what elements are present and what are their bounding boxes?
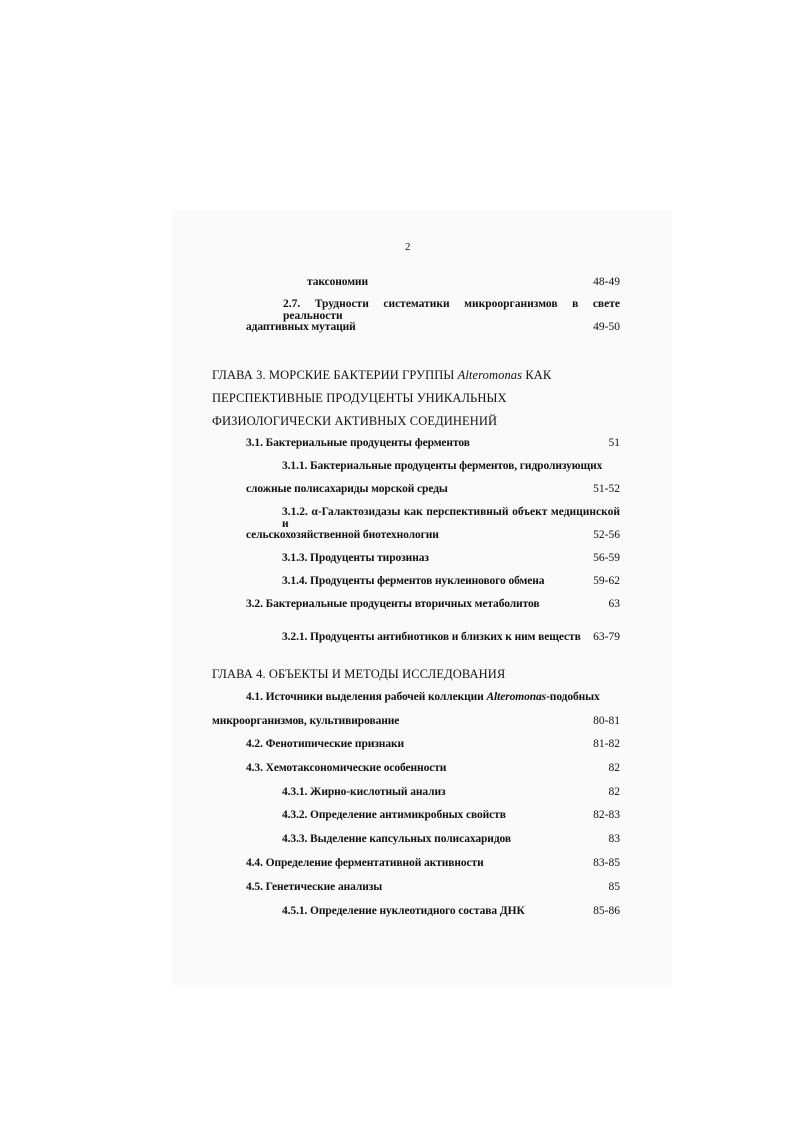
page-number: 2 [405, 241, 411, 253]
toc-entry-text: 3.2.1. Продуценты антибиотиков и близких к ним веществ [282, 631, 581, 643]
toc-entry-page: 51-52 [593, 483, 620, 495]
toc-entry-page: 51 [608, 437, 620, 449]
toc-entry-text: 3.1.4. Продуценты ферментов нуклеинового обмена [282, 575, 545, 587]
toc-entry-text: 4.5. Генетические анализы [246, 881, 383, 893]
chapter-heading: ГЛАВА 3. МОРСКИЕ БАКТЕРИИ ГРУППЫ Alteromonas КАК [212, 368, 552, 382]
toc-entry-page: 85-86 [593, 905, 620, 917]
toc-entry-text: 3.1.2. α-Галактозидазы как перспективный объект медицинской и [282, 506, 620, 530]
toc-entry-text: микроорганизмов, культивирование [212, 715, 400, 727]
toc-entry-page: 52-56 [593, 529, 620, 541]
toc-entry-text: 2.7. Трудности систематики микроорганизмов в свете реальности [283, 298, 620, 322]
toc-entry-text: таксономии [307, 276, 368, 288]
toc-entry-text: 3.2. Бактериальные продуценты вторичных метаболитов [246, 598, 540, 610]
toc-entry-page: 63 [608, 598, 620, 610]
toc-entry-text: 4.2. Фенотипические признаки [246, 738, 405, 750]
toc-entry-text: 4.3.1. Жирно-кислотный анализ [282, 786, 446, 798]
toc-entry-text: 4.5.1. Определение нуклеотидного состава ДНК [282, 905, 525, 917]
toc-entry-page: 82 [608, 786, 620, 798]
toc-entry-page: 63-79 [593, 631, 620, 643]
toc-entry-text: 3.1.3. Продуценты тирозиназ [282, 552, 429, 564]
chapter-heading: ФИЗИОЛОГИЧЕСКИ АКТИВНЫХ СОЕДИНЕНИЙ [212, 414, 498, 428]
toc-entry-text: 4.4. Определение ферментативной активности [246, 857, 484, 869]
toc-entry-text: сельскохозяйственной биотехнологии [246, 529, 439, 541]
chapter-heading: ПЕРСПЕКТИВНЫЕ ПРОДУЦЕНТЫ УНИКАЛЬНЫХ [212, 391, 507, 405]
chapter-heading: ГЛАВА 4. ОБЪЕКТЫ И МЕТОДЫ ИССЛЕДОВАНИЯ [212, 667, 506, 681]
toc-entry-text: 4.3. Хемотаксономические особенности [246, 762, 447, 774]
toc-entry-text: 4.3.2. Определение антимикробных свойств [282, 809, 506, 821]
toc-entry-page: 83 [608, 833, 620, 845]
toc-entry-page: 48-49 [593, 276, 620, 288]
toc-entry-page: 81-82 [593, 738, 620, 750]
toc-entry-page: 59-62 [593, 575, 620, 587]
toc-entry-text: 3.1.1. Бактериальные продуценты ферментов, гидролизующих [282, 460, 603, 472]
toc-entry-page: 49-50 [593, 321, 620, 333]
toc-entry-page: 82-83 [593, 809, 620, 821]
toc-entry-page: 80-81 [593, 715, 620, 727]
toc-entry-text: 4.3.3. Выделение капсульных полисахаридов [282, 833, 512, 845]
toc-entry-text: адаптивных мутаций [246, 321, 356, 333]
toc-entry-page: 56-59 [593, 552, 620, 564]
toc-entry-page: 82 [608, 762, 620, 774]
toc-entry-text: сложные полисахариды морской среды [246, 483, 448, 495]
toc-entry-page: 83-85 [593, 857, 620, 869]
toc-entry-text: 4.1. Источники выделения рабочей коллекции Alteromonas-подобных [246, 691, 600, 703]
toc-entry-page: 85 [608, 881, 620, 893]
toc-entry-text: 3.1. Бактериальные продуценты ферментов [246, 437, 470, 449]
